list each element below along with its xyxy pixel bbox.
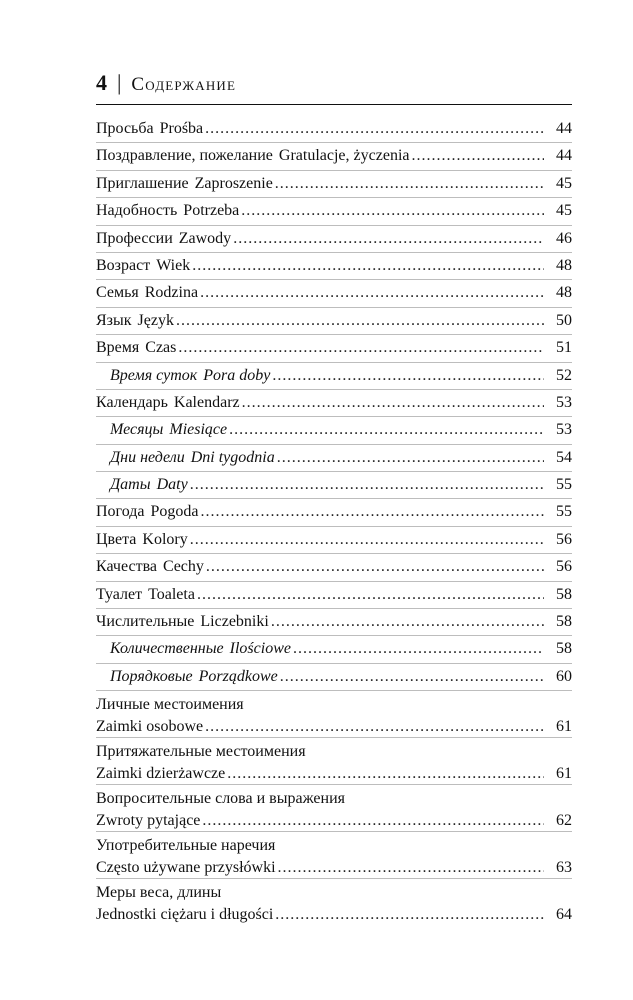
toc-entry-page: 55: [556, 503, 572, 521]
dot-leader: [272, 363, 544, 389]
toc-entry[interactable]: [96, 691, 572, 738]
toc-entry-ru: Возраст: [96, 256, 151, 274]
toc-entry-ru: Вопросительные слова и выражения: [96, 790, 346, 808]
toc-entry[interactable]: [96, 785, 572, 832]
toc-subentry[interactable]: [96, 417, 572, 444]
toc-entry-ru: Дни недели: [110, 448, 185, 466]
toc-entry-page: 58: [556, 640, 572, 658]
toc-entry-page: 45: [556, 174, 572, 192]
toc-entry-page: 53: [556, 393, 572, 411]
dot-leader: [206, 554, 544, 580]
toc-entry[interactable]: [96, 582, 572, 609]
toc-entry-ru: Порядковые: [110, 667, 193, 685]
toc-entry-ru: Качества: [96, 558, 158, 576]
toc-entry-ru: Меры веса, длины: [96, 884, 222, 902]
toc-entry-ru: Язык: [96, 311, 132, 329]
dot-leader: [190, 527, 544, 553]
toc-entry-ru: Профессии: [96, 229, 173, 247]
toc-entry-ru: Цвета: [96, 530, 137, 548]
toc-entry[interactable]: [96, 554, 572, 581]
toc-entry-title: [96, 390, 240, 416]
toc-entry-title: [96, 363, 270, 389]
dot-leader: [242, 390, 544, 416]
dot-leader: [275, 904, 544, 926]
toc-entry-ru: Месяцы: [110, 421, 164, 439]
toc-entry-title: [96, 171, 273, 197]
toc-entry-page: 54: [556, 448, 572, 466]
toc-entry[interactable]: [96, 609, 572, 636]
toc-entry-pl: Daty: [156, 476, 188, 494]
toc-entry-page: 52: [556, 366, 572, 384]
toc-entry-title: [96, 417, 227, 443]
dot-leader: [190, 472, 544, 498]
toc-entry-ru: Надобность: [96, 202, 178, 220]
toc-entry-pl: Czas: [145, 339, 177, 357]
dot-leader: [205, 116, 544, 142]
toc-entry[interactable]: [96, 116, 572, 143]
toc-entry-ru: Притяжательные местоимения: [96, 743, 306, 761]
toc-entry-pl: Zaproszenie: [194, 174, 273, 192]
toc-entry-page: 58: [556, 585, 572, 603]
toc-entry[interactable]: [96, 280, 572, 307]
dot-leader: [280, 664, 544, 690]
dot-leader: [293, 636, 544, 662]
toc-entry[interactable]: [96, 738, 572, 785]
toc-entry-pl: Potrzeba: [183, 202, 240, 220]
toc-entry-ru: Семья: [96, 284, 139, 302]
toc-entry-title: [96, 609, 269, 635]
toc-entry-ru: Употребительные наречия: [96, 837, 276, 855]
dot-leader: [200, 280, 544, 306]
toc-entry-pl: Gratulacje, życzenia: [278, 147, 410, 165]
toc-entry-title: [96, 335, 176, 361]
toc-entry-pl: Pora doby: [203, 366, 271, 384]
toc-entry-title: [96, 226, 231, 252]
toc-entry[interactable]: [96, 308, 572, 335]
toc-entry-title: [96, 308, 174, 334]
toc-entry[interactable]: [96, 171, 572, 198]
toc-entry-page: 46: [556, 229, 572, 247]
toc-entry-pl: Toaleta: [148, 585, 195, 603]
toc-entry-page: 60: [556, 667, 572, 685]
toc-entry-title: [96, 116, 203, 142]
dot-leader: [178, 335, 544, 361]
toc-entry-page: 61: [556, 718, 572, 736]
toc-entry-title: [96, 636, 291, 662]
toc-entry-title: [96, 527, 188, 553]
toc-entry-ru: Количественные: [110, 640, 224, 658]
toc-entry-page: 61: [556, 765, 572, 783]
toc-entry-ru: Числительные: [96, 613, 195, 631]
toc-entry-page: 62: [556, 812, 572, 830]
toc-entry-title: [96, 499, 199, 525]
toc-subentry[interactable]: [96, 664, 572, 691]
toc-entry-ru: Даты: [110, 476, 151, 494]
dot-leader: [278, 857, 544, 879]
toc-entry-page: 56: [556, 558, 572, 576]
toc-entry-pl: Zaimki dzierżawcze: [96, 765, 226, 783]
toc-entry-title: [96, 253, 190, 279]
toc-subentry[interactable]: [96, 363, 572, 390]
toc-entry-page: 44: [556, 147, 572, 165]
dot-leader: [227, 763, 544, 785]
toc-entry-page: 55: [556, 476, 572, 494]
table-of-contents: [96, 116, 572, 926]
toc-entry-title: [96, 198, 239, 224]
toc-entry-pl: Zwroty pytające: [96, 812, 201, 830]
toc-entry-page: 63: [556, 859, 572, 877]
dot-leader: [197, 582, 544, 608]
toc-entry-page: 58: [556, 613, 572, 631]
toc-entry-pl: Liczebniki: [200, 613, 269, 631]
running-header: [96, 70, 572, 105]
toc-entry-ru: Приглашение: [96, 174, 189, 192]
dot-leader: [411, 143, 544, 169]
toc-entry-ru: Календарь: [96, 393, 168, 411]
toc-subentry[interactable]: [96, 472, 572, 499]
toc-entry-pl: Kalendarz: [173, 393, 240, 411]
toc-entry-pl: Zawody: [178, 229, 232, 247]
toc-entry[interactable]: [96, 879, 572, 926]
dot-leader: [201, 499, 545, 525]
toc-entry-pl: Wiek: [156, 256, 191, 274]
header-title: Содержание: [131, 74, 237, 95]
toc-entry-pl: Pogoda: [150, 503, 199, 521]
toc-entry-pl: Kolory: [142, 530, 188, 548]
toc-entry-pl: Dni tygodnia: [190, 448, 275, 466]
toc-entry-title: [96, 472, 188, 498]
toc-entry-ru: Поздравление, пожелание: [96, 147, 273, 165]
toc-entry-pl: Język: [137, 311, 174, 329]
toc-entry-pl: Ilościowe: [229, 640, 291, 658]
toc-entry-pl: Prośba: [159, 120, 204, 137]
toc-entry[interactable]: [96, 253, 572, 280]
toc-entry-page: 64: [556, 906, 572, 924]
dot-leader: [241, 198, 544, 224]
toc-entry[interactable]: [96, 390, 572, 417]
toc-entry-pl: Zaimki osobowe: [96, 718, 204, 736]
dot-leader: [192, 253, 544, 279]
toc-entry-page: 45: [556, 202, 572, 220]
toc-entry-title: [96, 664, 278, 690]
toc-entry-page: 48: [556, 256, 572, 274]
toc-entry-pl: Cechy: [163, 558, 204, 576]
toc-entry-title: [96, 582, 195, 608]
toc-entry-title: [96, 445, 275, 471]
toc-entry[interactable]: [96, 832, 572, 879]
dot-leader: [271, 609, 544, 635]
dot-leader: [176, 308, 544, 334]
toc-entry-title: [96, 143, 409, 169]
toc-entry-pl: Miesiące: [169, 421, 228, 439]
dot-leader: [205, 716, 544, 738]
toc-subentry[interactable]: [96, 636, 572, 663]
toc-entry-page: 53: [556, 421, 572, 439]
toc-entry-page: 48: [556, 284, 572, 302]
toc-entry-pl: Rodzina: [144, 284, 199, 302]
toc-entry-ru: Время суток: [110, 366, 198, 384]
dot-leader: [202, 810, 544, 832]
toc-entry-title: [96, 554, 204, 580]
page-number: 4: [96, 70, 107, 95]
toc-entry-ru: Погода: [96, 503, 145, 521]
toc-subentry[interactable]: [96, 445, 572, 472]
dot-leader: [229, 417, 544, 443]
dot-leader: [233, 226, 544, 252]
toc-entry-ru: Туалет: [96, 585, 143, 603]
toc-entry-page: 50: [556, 311, 572, 329]
toc-entry-pl: Porządkowe: [198, 667, 278, 685]
toc-entry[interactable]: [96, 335, 572, 362]
toc-entry-title: [96, 280, 198, 306]
toc-entry[interactable]: [96, 499, 572, 526]
toc-entry-pl: Jednostki ciężaru i długości: [96, 906, 274, 924]
toc-entry-ru: Время: [96, 339, 140, 357]
toc-entry-page: 51: [556, 339, 572, 357]
toc-entry[interactable]: [96, 143, 572, 170]
toc-entry[interactable]: [96, 198, 572, 225]
header-separator: |: [117, 70, 122, 95]
toc-entry-page: 56: [556, 530, 572, 548]
toc-entry-pl: Często używane przysłówki: [96, 859, 276, 877]
toc-entry-ru: Просьба: [96, 120, 154, 137]
toc-entry[interactable]: [96, 527, 572, 554]
dot-leader: [275, 171, 544, 197]
toc-entry[interactable]: [96, 226, 572, 253]
toc-entry-page: 44: [556, 120, 572, 137]
dot-leader: [277, 445, 544, 471]
toc-entry-ru: Личные местоимения: [96, 696, 244, 714]
